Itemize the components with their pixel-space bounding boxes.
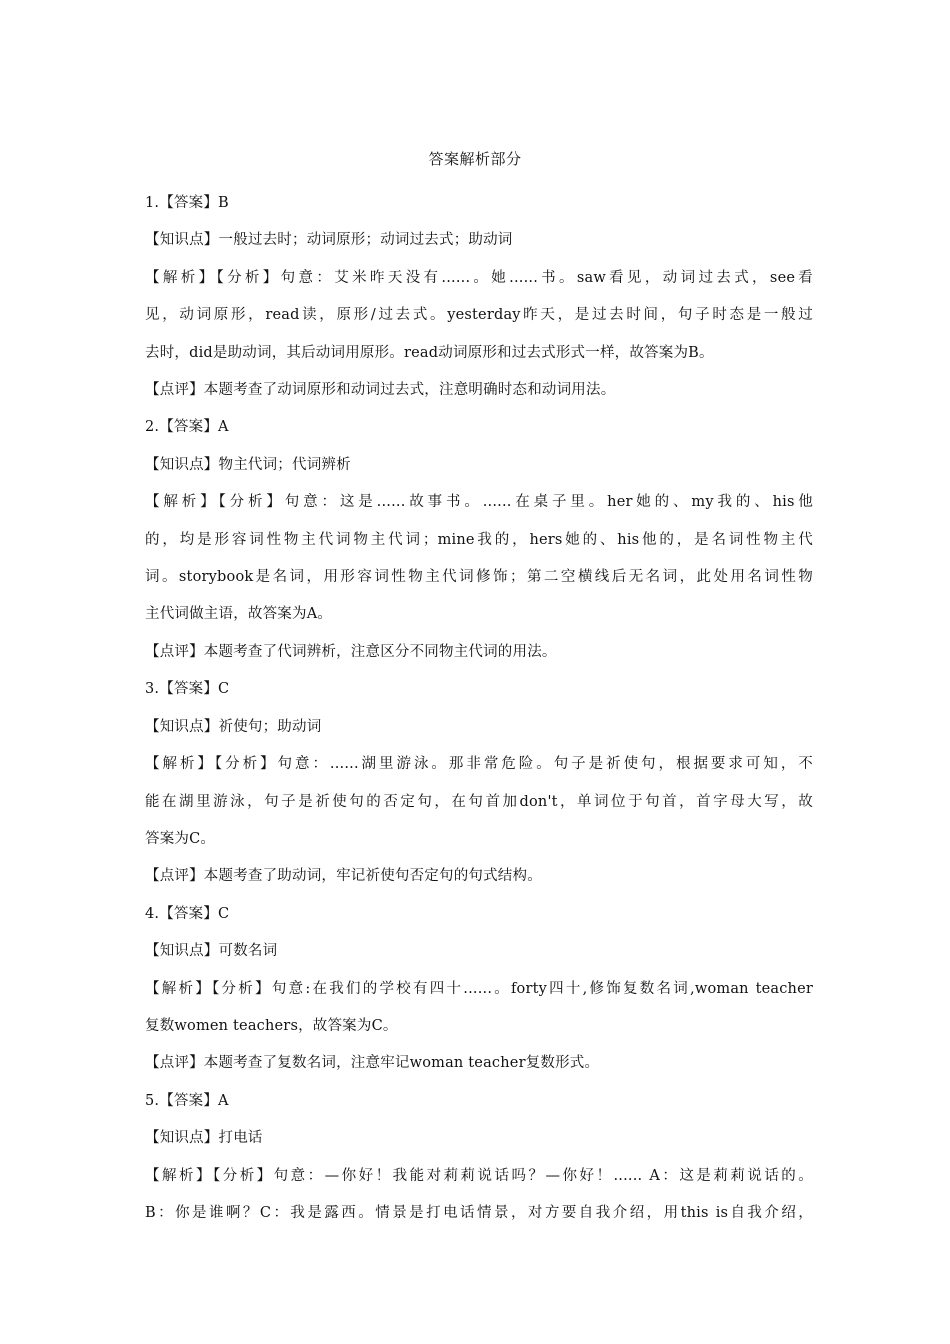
answer-2-knowledge: 【知识点】物主代词；代词辨析 xyxy=(145,456,351,473)
answer-5-heading: 5.【答案】A xyxy=(145,1092,229,1109)
answer-3-comment: 【点评】本题考查了助动词，牢记祈使句否定句的句式结构。 xyxy=(145,868,542,885)
answer-2-comment: 【点评】本题考查了代词辨析，注意区分不同物主代词的用法。 xyxy=(145,643,557,660)
answer-2-analysis: 主代词做主语，故答案为A。 xyxy=(145,606,333,623)
answer-3-heading: 3.【答案】C xyxy=(145,681,230,698)
answer-5-analysis: 【解析】【分析】句意：—你好！我能对莉莉说话吗？—你好！...... A：这是莉莉说话的。 xyxy=(145,1167,813,1184)
answer-3-analysis: 【解析】【分析】句意：......湖里游泳。那非常危险。句子是祈使句，根据要求可知，不 xyxy=(145,756,813,773)
answer-3-analysis: 答案为C。 xyxy=(145,830,216,847)
answer-explanations xyxy=(145,185,813,1232)
answer-1-analysis: 【解析】【分析】句意：艾米昨天没有......。她......书。saw看见，动词过去式，see看 xyxy=(145,269,813,286)
answer-4-analysis: 【解析】【分析】句意:在我们的学校有四十......。forty四十,修饰复数名词,woman teacher xyxy=(145,980,813,997)
answer-3-knowledge: 【知识点】祈使句；助动词 xyxy=(145,718,322,735)
answer-1-knowledge: 【知识点】一般过去时；动词原形；动词过去式；助动词 xyxy=(145,232,513,249)
answer-2-analysis: 词。storybook是名词，用形容词性物主代词修饰；第二空横线后无名词，此处用名词性物 xyxy=(145,569,813,586)
answer-1-analysis: 去时，did是助动词，其后动词用原形。read动词原形和过去式形式一样，故答案为B。 xyxy=(145,344,714,361)
answer-4-analysis: 复数women teachers，故答案为C。 xyxy=(145,1017,398,1034)
answer-2-analysis: 的，均是形容词性物主代词物主代词；mine我的，hers她的、his他的，是名词性物主代 xyxy=(145,531,813,548)
answer-1-heading: 1.【答案】B xyxy=(145,195,229,211)
page-title: 答案解析部分 xyxy=(428,150,522,168)
answer-4-heading: 4.【答案】C xyxy=(145,905,230,922)
answer-2-heading: 2.【答案】A xyxy=(145,419,229,436)
answer-2-analysis: 【解析】【分析】句意：这是......故事书。......在桌子里。her她的、my我的、his他 xyxy=(145,494,813,511)
answer-5-analysis: B：你是谁啊？C：我是露西。情景是打电话情景，对方要自我介绍，用this is自我介绍， xyxy=(145,1204,813,1221)
answer-3-analysis: 能在湖里游泳，句子是祈使句的否定句，在句首加don't，单词位于句首，首字母大写，故 xyxy=(145,793,813,810)
answer-4-knowledge: 【知识点】可数名词 xyxy=(145,943,278,960)
answer-1-comment: 【点评】本题考查了动词原形和动词过去式，注意明确时态和动词用法。 xyxy=(145,382,616,399)
answer-4-comment: 【点评】本题考查了复数名词，注意牢记woman teacher复数形式。 xyxy=(145,1055,600,1072)
answer-5-knowledge: 【知识点】打电话 xyxy=(145,1130,263,1147)
answer-1-analysis: 见，动词原形，read读，原形/过去式。yesterday昨天，是过去时间，句子时态是一般过 xyxy=(145,307,813,324)
